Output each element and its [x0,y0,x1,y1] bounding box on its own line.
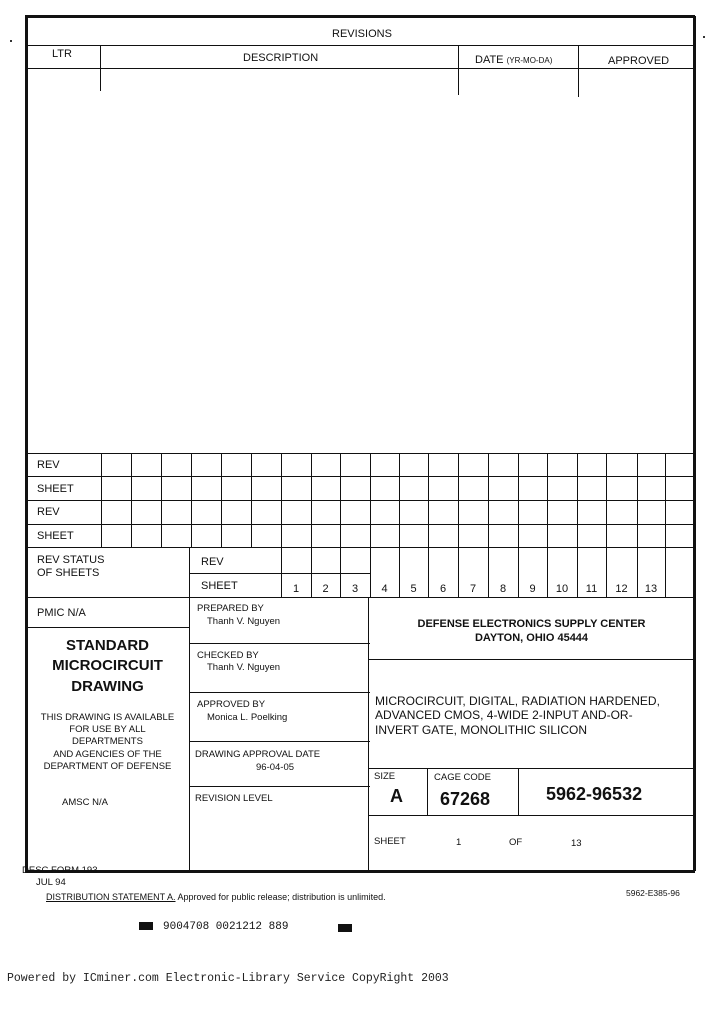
distribution-statement [46,891,386,903]
prepared-name: Thanh V. Nguyen [207,616,281,627]
cage-label: CAGE CODE [434,772,492,783]
rev-grid-col-line [458,453,459,597]
sheet-label-1: SHEET [37,483,74,495]
prepared-rule [190,643,370,644]
powered-by: Powered by ICminer.com Electronic-Library Service CopyRight 2003 [7,972,449,985]
cage-value: 67268 [440,789,491,809]
rev-grid-col-line [370,453,371,597]
rev-grid-col-line [340,453,341,597]
form-number: DESC FORM 193 [22,865,98,876]
col-date-format: (YR-MO-DA) [506,56,553,65]
col-divider-3 [578,45,579,97]
rev-status-label-2: OF SHEETS [37,567,100,579]
agency-line-1: DEFENSE ELECTRONICS SUPPLY CENTER [417,618,646,630]
revisions-rule [25,45,695,46]
rev-status-mid [190,573,370,574]
rev-status-sheet: SHEET [201,580,238,592]
checked-label: CHECKED BY [197,650,259,661]
checked-name: Thanh V. Nguyen [207,662,281,673]
rev-grid-row-2 [25,500,695,501]
rev-grid-col-line [221,453,222,547]
approved-name: Monica L. Poelking [207,712,288,723]
distribution-text: Approved for public release; distribution is unlimited. [175,892,386,902]
rev-grid-col-line [191,453,192,547]
frame-bottom [25,870,695,873]
col-approved: APPROVED [608,55,670,67]
title-line-3: INVERT GATE, MONOLITHIC SILICON [375,723,588,737]
sheet-number-8: 8 [499,583,507,595]
rev-status-label-1: REV STATUS [37,554,105,566]
barcode-text: 9004708 0021212 889 [163,921,289,933]
sheet-number-5: 5 [410,583,417,595]
rev-grid-col-line [399,453,400,597]
rev-grid-col-line [547,453,548,597]
rev-grid-col-line [518,453,519,597]
title-line-2: ADVANCED CMOS, 4-WIDE 2-INPUT AND-OR- [375,708,633,722]
sheet-number-13: 13 [644,583,658,595]
numbers-rule [368,815,694,816]
sheet-number-10: 10 [555,583,569,595]
sheet-number-2: 2 [322,583,329,595]
frame-right [693,16,696,871]
sheet-number-1: 1 [292,583,300,595]
barcode-block-right [338,924,352,932]
rev-status-bottom [25,597,695,598]
rev-status-rev: REV [201,556,224,568]
sheet-number-12: 12 [615,583,628,595]
speck-2 [703,36,705,38]
rev-label-1: REV [37,459,60,471]
title-rule [368,768,694,769]
amsc: AMSC N/A [62,797,108,808]
col-date-label: DATE [475,54,504,66]
rev-status-label [37,554,104,580]
rev-grid-col-line [251,453,252,547]
size-label: SIZE [374,771,396,782]
checked-rule [190,692,370,693]
sheet-number-9: 9 [529,583,536,595]
drawing-number: 5962-96532 [546,784,643,804]
rev-grid-col-line [577,453,578,597]
sheet-number-6: 6 [439,583,447,595]
size-value: A [390,786,403,806]
revisions-header-rule [25,68,695,69]
avail-line-5: DEPARTMENT OF DEFENSE [43,761,172,772]
pmic: PMIC N/A [37,607,86,619]
col-ltr: LTR [52,48,72,60]
speck-1 [10,40,12,42]
pmic-rule [25,627,190,628]
rev-grid-col-line [428,453,429,597]
col-description: DESCRIPTION [243,52,319,64]
agency-line-2: DAYTON, OHIO 45444 [474,632,589,644]
avail-line-2: FOR USE BY ALL [69,724,146,735]
approval-date-rule [190,786,370,787]
revision-level-label: REVISION LEVEL [195,793,273,804]
col-divider-1 [100,45,101,91]
rev-grid-row-1 [25,476,695,477]
rev-grid-col-line [101,453,102,547]
avail-line-1: THIS DRAWING IS AVAILABLE [40,712,175,723]
form-date: JUL 94 [36,877,66,888]
agency-rule [368,659,694,660]
sheet-label-2: SHEET [37,530,74,542]
cage-divider [518,768,519,816]
standard-line-1: STANDARD [65,637,150,654]
rev-grid-col-line [311,453,312,597]
sheet-current: 1 [456,837,462,848]
rev-grid-col-line [281,453,282,597]
rev-grid-col-line [131,453,132,547]
sheet-of-word: OF [509,837,523,848]
sheet-number-11: 11 [585,583,598,595]
rev-grid-col-line [637,453,638,597]
sheet-number-3: 3 [351,583,359,595]
rev-grid-col-line [488,453,489,597]
size-divider [427,768,428,816]
rev-grid-top [25,453,695,454]
sheet-number-7: 7 [469,583,477,595]
rev-grid-col-line [161,453,162,547]
barcode-block-left [139,922,153,930]
frame-top [25,15,695,18]
sheet-of-label: SHEET [374,836,406,847]
col-divider-2 [458,45,459,95]
approval-date-value: 96-04-05 [256,762,295,773]
rev-grid-row-3 [25,524,695,525]
distribution-label: DISTRIBUTION STATEMENT A. [46,892,176,902]
doc-code: 5962-E385-96 [626,888,680,898]
rev-label-2: REV [37,506,60,518]
avail-line-3: DEPARTMENTS [72,736,143,747]
standard-line-3: DRAWING [71,678,144,695]
title-line-1: MICROCIRCUIT, DIGITAL, RADIATION HARDENED, [375,694,660,708]
approved-label: APPROVED BY [197,699,266,710]
standard-line-2: MICROCIRCUIT [52,657,163,674]
sheet-number-4: 4 [381,583,388,595]
avail-line-4: AND AGENCIES OF THE [53,749,162,760]
rev-grid-col-line [665,453,666,597]
revisions-title: REVISIONS [332,28,392,40]
approval-date-label: DRAWING APPROVAL DATE [195,749,321,760]
col-date [475,54,552,67]
sheet-total: 13 [571,838,582,849]
middle-right-divider [368,597,369,870]
rev-grid-row-4 [25,547,695,548]
prepared-label: PREPARED BY [197,603,264,614]
approved-rule [190,741,370,742]
rev-status-divider [189,547,190,870]
rev-grid-col-line [606,453,607,597]
